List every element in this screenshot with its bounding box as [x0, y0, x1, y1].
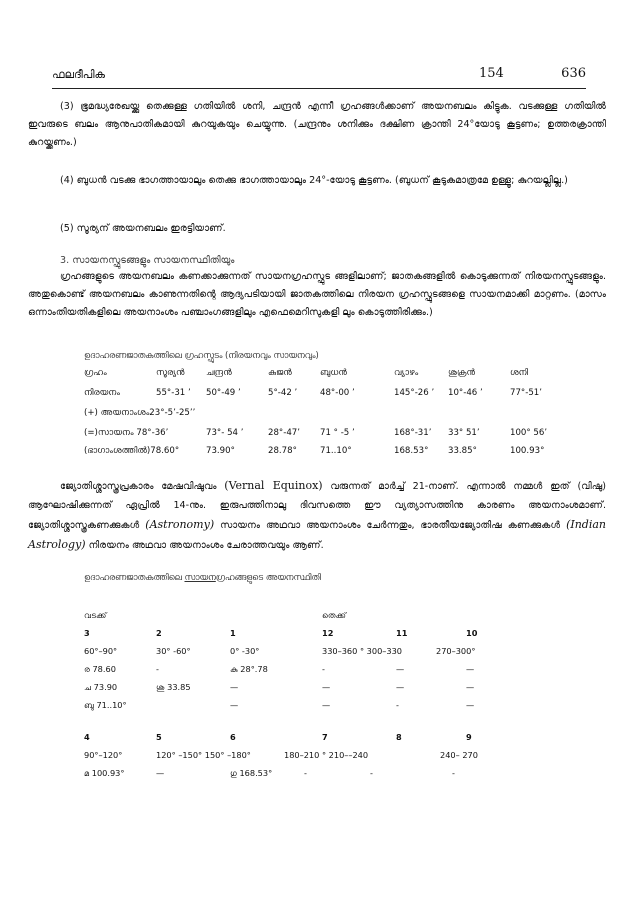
- table1-cell: 168°-31’: [394, 428, 432, 438]
- table2-south-label: തെക്ക്: [322, 610, 347, 620]
- paragraph-4: (4) ബുധൻ വടക്കു ഭാഗത്തായാലും തെക്കു ഭാഗത്തായാലും 24°-യോടു കൂട്ടണം. (ബുധന് കൂടുകമാത്രമേ ഉള്ളൂ; കുറയല്ലില്ല.): [60, 175, 568, 186]
- table2-cell: -: [452, 768, 455, 778]
- table2-row: [84, 768, 604, 784]
- table2-cell: 1: [230, 628, 236, 638]
- table2-cell: -: [304, 768, 307, 778]
- table1-cell: 55°-31 ’: [156, 388, 191, 398]
- table1-cell: (+) അയനാംശം23°-5’-25’’: [84, 408, 196, 418]
- table2-cell: ശു 33.85: [156, 682, 191, 692]
- equinox-text-d: നിരയനം അഥവാ അയനാംശം ചേരാത്തവയും ആണ്.: [88, 540, 324, 551]
- table2-cell: 120° –150° 150° –180°: [156, 750, 251, 760]
- table2-cell: -: [322, 664, 325, 674]
- table2-cell: 180–210 ° 210––240: [284, 750, 369, 760]
- table2-cell: 330–360 ° 300–330: [322, 646, 402, 656]
- table2-cell: 4: [84, 732, 90, 742]
- table2-cell: ര 78.60: [84, 664, 116, 674]
- table1-cell: 5°-42 ’: [268, 388, 298, 398]
- table2-caption-a: ഉദാഹരണജാതകത്തിലെ: [84, 572, 185, 582]
- table2-cell: 0° -30°: [230, 646, 260, 656]
- table1-cell: (=)സായനം 78°-36’: [84, 428, 169, 438]
- table2-cell: 30° -60°: [156, 646, 191, 656]
- table1-cell: 50°-49 ’: [206, 388, 241, 398]
- table1-cell: 28°-47’: [268, 428, 300, 438]
- table2-direction-row: [84, 610, 604, 626]
- table2-cell: ച 73.90: [84, 682, 118, 692]
- table2-house-row-2: [84, 732, 604, 748]
- table1-cell: 73.90°: [206, 446, 235, 456]
- table2-cell: 12: [322, 628, 334, 638]
- table1-sayana-row: [84, 428, 604, 444]
- table2-cell: മ 100.93°: [84, 768, 125, 778]
- table2-cell: -: [370, 768, 373, 778]
- table2-cell: 240– 270: [440, 750, 478, 760]
- table2-row: [84, 682, 604, 698]
- table2-cell: 5: [156, 732, 162, 742]
- page-number-book: 154: [479, 66, 504, 81]
- header-divider: [52, 88, 586, 89]
- table1-cell: നിരയനം: [84, 388, 121, 398]
- table1-cell: ബുധൻ: [320, 368, 347, 378]
- table2-cell: —: [396, 664, 405, 674]
- table1-degrees-row: [84, 446, 604, 462]
- table2-range-row-2: [84, 750, 604, 766]
- table1-ayanamsa-row: [84, 408, 604, 424]
- table1-cell: ശനി: [510, 368, 529, 378]
- equinox-paragraph: [28, 476, 606, 555]
- table2-cell: 9: [466, 732, 472, 742]
- table1-cell: (ഭാഗാംശത്തിൽ)78.60°: [84, 446, 180, 456]
- table1-cell: 10°-46 ’: [448, 388, 483, 398]
- table1-header-row: [84, 368, 604, 384]
- table2-cell: 2: [156, 628, 162, 638]
- table1-cell: 48°-00 ’: [320, 388, 355, 398]
- table2-caption: [84, 572, 321, 583]
- page-number-total: 636: [561, 66, 586, 81]
- table2-cell: —: [466, 700, 475, 710]
- table1-cell: 33.85°: [448, 446, 477, 456]
- table1-cell: ചന്ദ്രൻ: [206, 368, 232, 378]
- table1-cell: ഗ്രഹം: [84, 368, 107, 378]
- table2-cell: —: [466, 664, 475, 674]
- table1-cell: 71..10°: [320, 446, 352, 456]
- equinox-term-indian-astrology: (Indian Astrology): [28, 518, 606, 551]
- table2-cell: 11: [396, 628, 408, 638]
- table1-cell: കുജൻ: [268, 368, 292, 378]
- table2-cell: -: [156, 664, 159, 674]
- table1-cell: 77°-51’: [510, 388, 542, 398]
- table2-caption-b: ഗ്രഹങ്ങളുടെ അയനസ്ഥിതി: [215, 572, 321, 582]
- equinox-term-astronomy: (Astronomy): [145, 518, 215, 531]
- table1-cell: വ്യാഴം: [394, 368, 419, 378]
- table2-north-label: വടക്ക്: [84, 610, 107, 620]
- table2-cell: 90°–120°: [84, 750, 123, 760]
- paragraph-5: (5) സൂര്യന് അയനബലം ഇരട്ടിയാണ്.: [60, 223, 226, 234]
- table2-cell: —: [322, 700, 331, 710]
- table2-row: [84, 700, 604, 716]
- table1-cell: ശുക്രൻ: [448, 368, 476, 378]
- equinox-text-b: വരുന്നത് മാർച്ച് 21-നാണ്. എന്നാൽ നമ്മൾ ഇത് (വിഷു) ആഘോഷിക്കുന്നത് ഏപ്രിൽ 14-നും. ഇരുപത്തിനാലു ദിവസത്തെ ഈ വ്യത്യാസത്തിനു കാരണം അയനാംശമാണ്. ജ്യോതിശ്ശാസ്ത്രകണക്കുകൾ: [28, 481, 606, 531]
- table2-cell: —: [322, 682, 331, 692]
- running-title: ഫലദീപിക: [52, 68, 106, 81]
- table1-cell: 33° 51’: [448, 428, 480, 438]
- table2-house-row: [84, 628, 604, 644]
- paragraph-3: (3) ഭൂമദ്ധ്യരേഖയ്ക്കു തെക്കുള്ള ഗതിയിൽ ശനി, ചന്ദ്രൻ എന്നീ ഗ്രഹങ്ങൾക്കാണ് അയനബലം കിട്ടുക. വടക്കുള്ള ഗതിയിൽ ഇവരുടെ ബലം ആനുപാതികമായി കുറയുകയും ചെയ്യുന്നു. (ചന്ദ്രനും ശനിക്കും ദക്ഷിണ ക്രാന്തി 24°യോടു കൂട്ടണം; ഉത്തരക്രാന്തി കുറയ്ക്കണം.): [28, 101, 606, 148]
- table1-cell: 145°-26 ’: [394, 388, 435, 398]
- equinox-term-vernal: (Vernal Equinox): [224, 479, 323, 492]
- table2-cell: 60°–90°: [84, 646, 118, 656]
- table2-cell: —: [230, 682, 239, 692]
- table2-cell: 6: [230, 732, 236, 742]
- table2-cell: ഗു 168.53°: [230, 768, 273, 778]
- table2-cell: 3: [84, 628, 90, 638]
- table2-cell: 7: [322, 732, 328, 742]
- table1-cell: 73°- 54 ’: [206, 428, 244, 438]
- table2-cell: —: [396, 682, 405, 692]
- table2-cell: 10: [466, 628, 478, 638]
- table1-cell: 100° 56’: [510, 428, 548, 438]
- equinox-text-a: ജ്യോതിശ്ശാസ്ത്രപ്രകാരം മേഷവിഷുവം: [60, 481, 217, 492]
- sayana-paragraph: ഗ്രഹങ്ങളുടെ അയനബലം കണക്കാക്കുന്നത് സായനഗ്രഹസ്ഫുട ങ്ങളിലാണ്; ജാതകങ്ങളിൽ കൊടുക്കുന്നത് നിരയനസ്ഫുടങ്ങളും. അതുകൊണ്ട് അയനബലം കാണുന്നതിന്റെ ആദ്യപടിയായി ജാതകത്തിലെ നിരയന ഗ്രഹസ്ഫുടങ്ങളെ സായനമാക്കി മാറ്റണം. (മാസം ഒന്നാംതിയതികളിലെ അയനാംശം പഞ്ചാംഗങ്ങളിലും എഫെമെറിസുകളി ലും കൊടുത്തിരിക്കും.): [28, 271, 606, 318]
- table1-cell: 71 ° -5 ’: [320, 428, 355, 438]
- table2-cell: —: [156, 768, 165, 778]
- table2-row: [84, 664, 604, 680]
- table1-nirayana-row: [84, 388, 604, 404]
- table2-cell: 270–300°: [436, 646, 476, 656]
- table2-cell: -: [396, 700, 399, 710]
- table1-caption: ഉദാഹരണജാതകത്തിലെ ഗ്രഹസ്ഫുടം (നിരയനവും സായനവും): [84, 350, 319, 360]
- page-header: [52, 66, 586, 88]
- table2-caption-underlined: സായന: [184, 572, 216, 582]
- table2-cell: ബു 71..10°: [84, 700, 127, 710]
- table2-cell: 8: [396, 732, 402, 742]
- table2-range-row: [84, 646, 604, 662]
- table2-cell: —: [230, 700, 239, 710]
- table2-cell: —: [466, 682, 475, 692]
- table1-cell: 100.93°: [510, 446, 545, 456]
- table1-cell: 28.78°: [268, 446, 297, 456]
- table2-cell: കു 28°.78: [230, 664, 268, 674]
- section-heading: 3. സായനസ്ഫുടങ്ങളും സായനസ്ഥിതിയും: [60, 255, 235, 266]
- equinox-text-c: സായനം അഥവാ അയനാംശം ചേർന്നതും, ഭാരതീയജ്യോതിഷ കണക്കുകൾ: [220, 520, 561, 531]
- table1-cell: സൂര്യൻ: [156, 368, 185, 378]
- table1-cell: 168.53°: [394, 446, 429, 456]
